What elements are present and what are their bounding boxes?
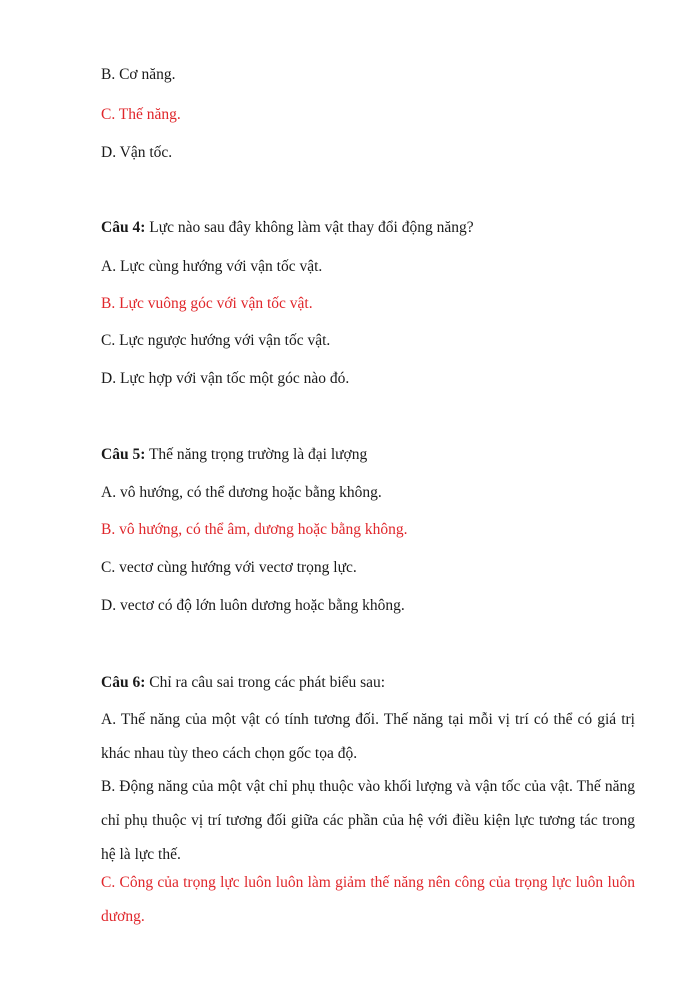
q5-question <box>101 445 641 465</box>
q5-question-text: Thế năng trọng trường là đại lượng <box>145 446 368 463</box>
q6-option-a: A. Thế năng của một vật có tính tương đối. Thế năng tại mỗi vị trí có thể có giá trị khác nhau tùy theo cách chọn gốc tọa độ. <box>101 711 635 762</box>
q3-option-b: B. Cơ năng. <box>101 66 176 83</box>
q4-option-a: A. Lực cùng hướng với vận tốc vật. <box>101 258 323 275</box>
q5-option-c: C. vectơ cùng hướng với vectơ trọng lực. <box>101 559 357 576</box>
q4-question <box>101 218 641 238</box>
q6-label: Câu 6: <box>101 674 146 691</box>
q4-option-d: D. Lực hợp với vận tốc một góc nào đó. <box>101 370 350 387</box>
q3-option-d: D. Vận tốc. <box>101 144 173 161</box>
q4-label: Câu 4: <box>101 219 146 236</box>
q4-option-b-correct: B. Lực vuông góc với vận tốc vật. <box>101 295 313 312</box>
q5-label: Câu 5: <box>101 446 146 463</box>
q5-option-a: A. vô hướng, có thể dương hoặc bằng không. <box>101 484 382 501</box>
q6-option-b: B. Động năng của một vật chỉ phụ thuộc vào khối lượng và vận tốc của vật. Thế năng chỉ phụ thuộc vị trí tương đối giữa các phần của hệ với điều kiện lực tương tác trong hệ là lực thế. <box>101 778 635 863</box>
q5-option-d: D. vectơ có độ lớn luôn dương hoặc bằng không. <box>101 597 405 614</box>
q6-question-text: Chỉ ra câu sai trong các phát biểu sau: <box>145 674 386 691</box>
q6-option-c-correct: C. Công của trọng lực luôn luôn làm giảm thế năng nên công của trọng lực luôn luôn dương. <box>101 874 635 925</box>
q5-option-b-correct: B. vô hướng, có thể âm, dương hoặc bằng không. <box>101 521 408 538</box>
q3-option-c-correct: C. Thế năng. <box>101 106 181 123</box>
q6-question <box>101 673 641 693</box>
q4-option-c: C. Lực ngược hướng với vận tốc vật. <box>101 332 331 349</box>
q4-question-text: Lực nào sau đây không làm vật thay đổi động năng? <box>145 219 474 236</box>
